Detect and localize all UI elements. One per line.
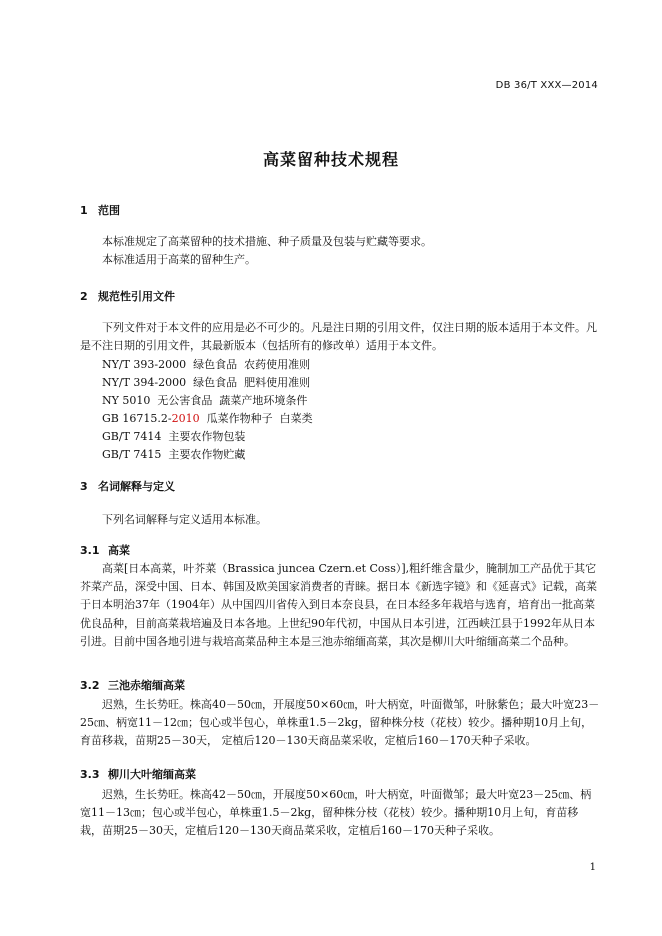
definitions-intro: 下列名词解释与定义适用本标准。 xyxy=(102,513,267,526)
reference-suffix: 瓜菜作物种子 白菜类 xyxy=(199,412,313,425)
subsection-3-1-heading xyxy=(80,542,130,558)
subsection-number: 3.2 xyxy=(80,679,100,692)
page-number: 1 xyxy=(589,862,596,873)
scope-paragraph-1: 本标准规定了高菜留种的技术措施、种子质量及包装与贮藏等要求。 xyxy=(102,235,432,248)
section-title: 名词解释与定义 xyxy=(98,480,175,493)
section-title: 范围 xyxy=(98,204,120,217)
section-1-heading xyxy=(80,202,120,218)
subsection-title: 高菜 xyxy=(108,544,130,557)
subsection-3-2-heading xyxy=(80,677,185,693)
subsection-3-3-heading xyxy=(80,766,196,782)
reference-item: NY/T 394-2000 绿色食品 肥料使用准则 xyxy=(102,376,311,389)
definition-paragraph: 高菜[日本高菜，叶芥菜（Brassica juncea Czern.et Coss）],粗纤维含量少，腌制加工产品优于其它芥菜产品，深受中国、日本、韩国及欧美国家消费者的青睐。据日本《新选字镜》和《延喜式》记载，高菜于日本明治37年（1904年）从中国四川省传入到日本奈良县，在日本经多年栽培与选育，培育出一批高菜优良品种，目前高菜栽培遍及日本各地。上世纪90年代初，中国从日本引进，江西峡江县于1992年从日本引进。目前中国各地引进与栽培高菜品种主本是三池赤缩缅高菜，其次是柳川大叶缩缅高菜二个品种。 xyxy=(80,562,597,648)
definition-paragraph: 迟熟，生长势旺。株高40－50㎝，开展度50×60㎝，叶大柄宽，叶面微邹，叶脉紫色；最大叶宽23－25㎝、柄宽11－12㎝；包心或半包心，单株重1.5－2kg，留种株分枝（花枝）较少。播种期10月上旬，育苗移栽，苗期25－30天， 定植后120－130天商品菜采收，定植后160－170天种子采收。 xyxy=(80,698,600,748)
section-3-heading xyxy=(80,478,175,494)
subsection-title: 柳川大叶缩缅高菜 xyxy=(108,768,196,781)
section-title: 规范性引用文件 xyxy=(98,290,175,303)
reference-item xyxy=(102,410,313,426)
standard-code: DB 36/T XXX—2014 xyxy=(495,80,598,91)
reference-item: GB/T 7415 主要农作物贮藏 xyxy=(102,448,246,461)
section-number: 1 xyxy=(80,204,88,217)
reference-item: GB/T 7414 主要农作物包装 xyxy=(102,430,246,443)
subsection-title: 三池赤缩缅高菜 xyxy=(108,679,185,692)
definition-paragraph: 迟熟，生长势旺。株高42－50㎝，开展度50×60㎝，叶大柄宽，叶面微邹；最大叶宽23－25㎝、柄宽11－13㎝；包心或半包心，单株重1.5－2kg，留种株分枝（花枝）较少。播种期10月上旬，育苗移栽，苗期25－30天，定植后120－130天商品菜采收，定植后160－170天种子采收。 xyxy=(80,788,592,838)
reference-prefix: GB 16715.2- xyxy=(102,412,172,425)
reference-item: NY 5010 无公害食品 蔬菜产地环境条件 xyxy=(102,394,308,407)
reference-item: NY/T 393-2000 绿色食品 农药使用准则 xyxy=(102,358,311,371)
section-number: 2 xyxy=(80,290,88,303)
section-number: 3 xyxy=(80,480,88,493)
document-title: 高菜留种技术规程 xyxy=(262,150,399,169)
normative-references-intro: 下列文件对于本文件的应用是必不可少的。凡是注日期的引用文件，仅注日期的版本适用于本文件。凡是不注日期的引用文件，其最新版本（包括所有的修改单）适用于本文件。 xyxy=(80,321,597,353)
scope-paragraph-2: 本标准适用于高菜的留种生产。 xyxy=(102,253,256,266)
subsection-number: 3.3 xyxy=(80,768,100,781)
subsection-number: 3.1 xyxy=(80,544,100,557)
reference-year-highlight: 2010 xyxy=(171,412,200,425)
section-2-heading xyxy=(80,288,175,304)
